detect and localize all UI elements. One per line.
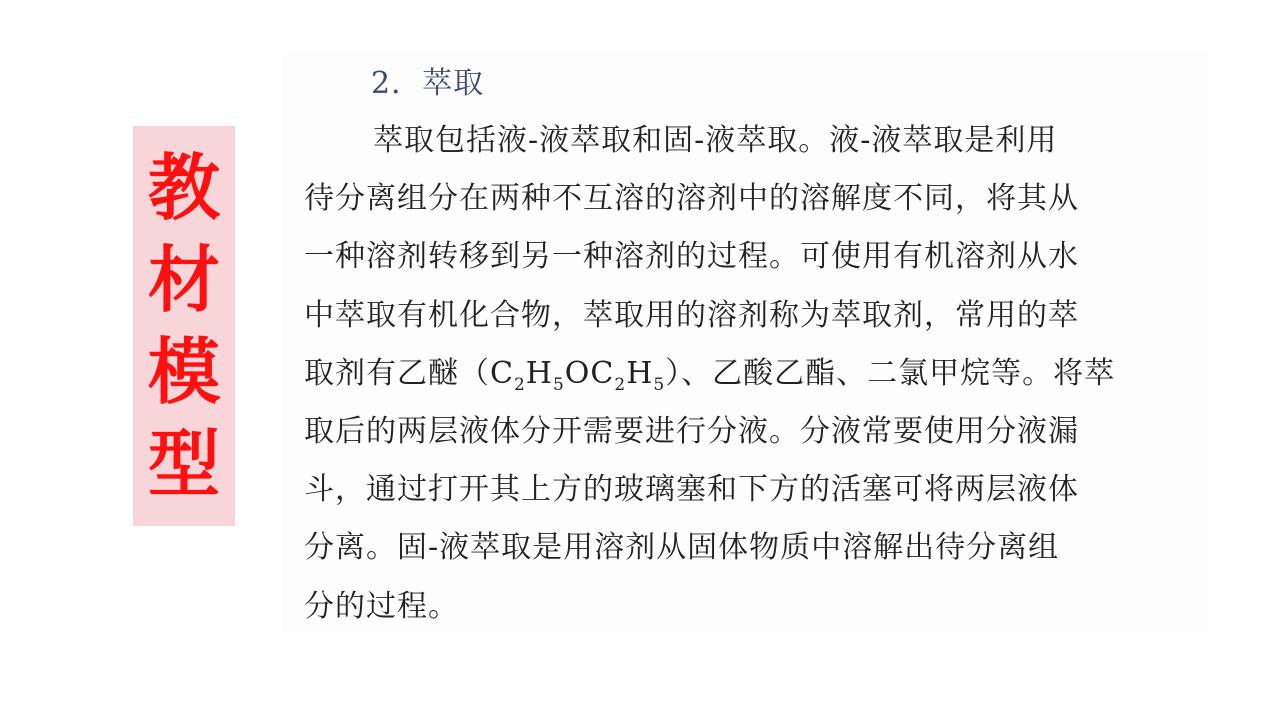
textbook-model-banner — [133, 126, 235, 526]
paragraph-line: 斗，通过打开其上方的玻璃塞和下方的活塞可将两层液体 — [304, 472, 1079, 508]
paragraph-line: 萃取包括液-液萃取和固-液萃取。液-液萃取是利用 — [373, 123, 1058, 158]
ether-formula: $C_2H_5OC_2H_5$ — [490, 355, 666, 395]
paragraph-line: 中萃取有机化合物，萃取用的溶剂称为萃取剂，常用的萃 — [304, 297, 1079, 333]
line-text: ）、乙酸乙酯、二氯甲烷等。将萃 — [665, 355, 1116, 391]
section-heading: 2．萃取 — [371, 66, 485, 101]
banner-char: 材 — [147, 238, 220, 322]
line-text: 取剂有乙醚（ — [304, 355, 490, 391]
banner-char: 模 — [147, 330, 220, 414]
banner-char: 教 — [147, 146, 220, 230]
section-body — [304, 112, 1184, 636]
paragraph-line: 取后的两层液体分开需要进行分液。分液常要使用分液漏 — [304, 413, 1079, 449]
paragraph-line: 分的过程。 — [304, 588, 459, 624]
paragraph-line: 待分离组分在两种不互溶的溶剂中的溶解度不同，将其从 — [304, 181, 1079, 217]
paragraph-line-formula — [304, 345, 1184, 403]
paragraph-line: 分离。固-液萃取是用溶剂从固体物质中溶解出待分离组 — [304, 530, 1060, 566]
textbook-excerpt — [283, 50, 1208, 634]
paragraph-line: 一种溶剂转移到另一种溶剂的过程。可使用有机溶剂从水 — [304, 239, 1079, 275]
banner-char: 型 — [147, 422, 220, 506]
